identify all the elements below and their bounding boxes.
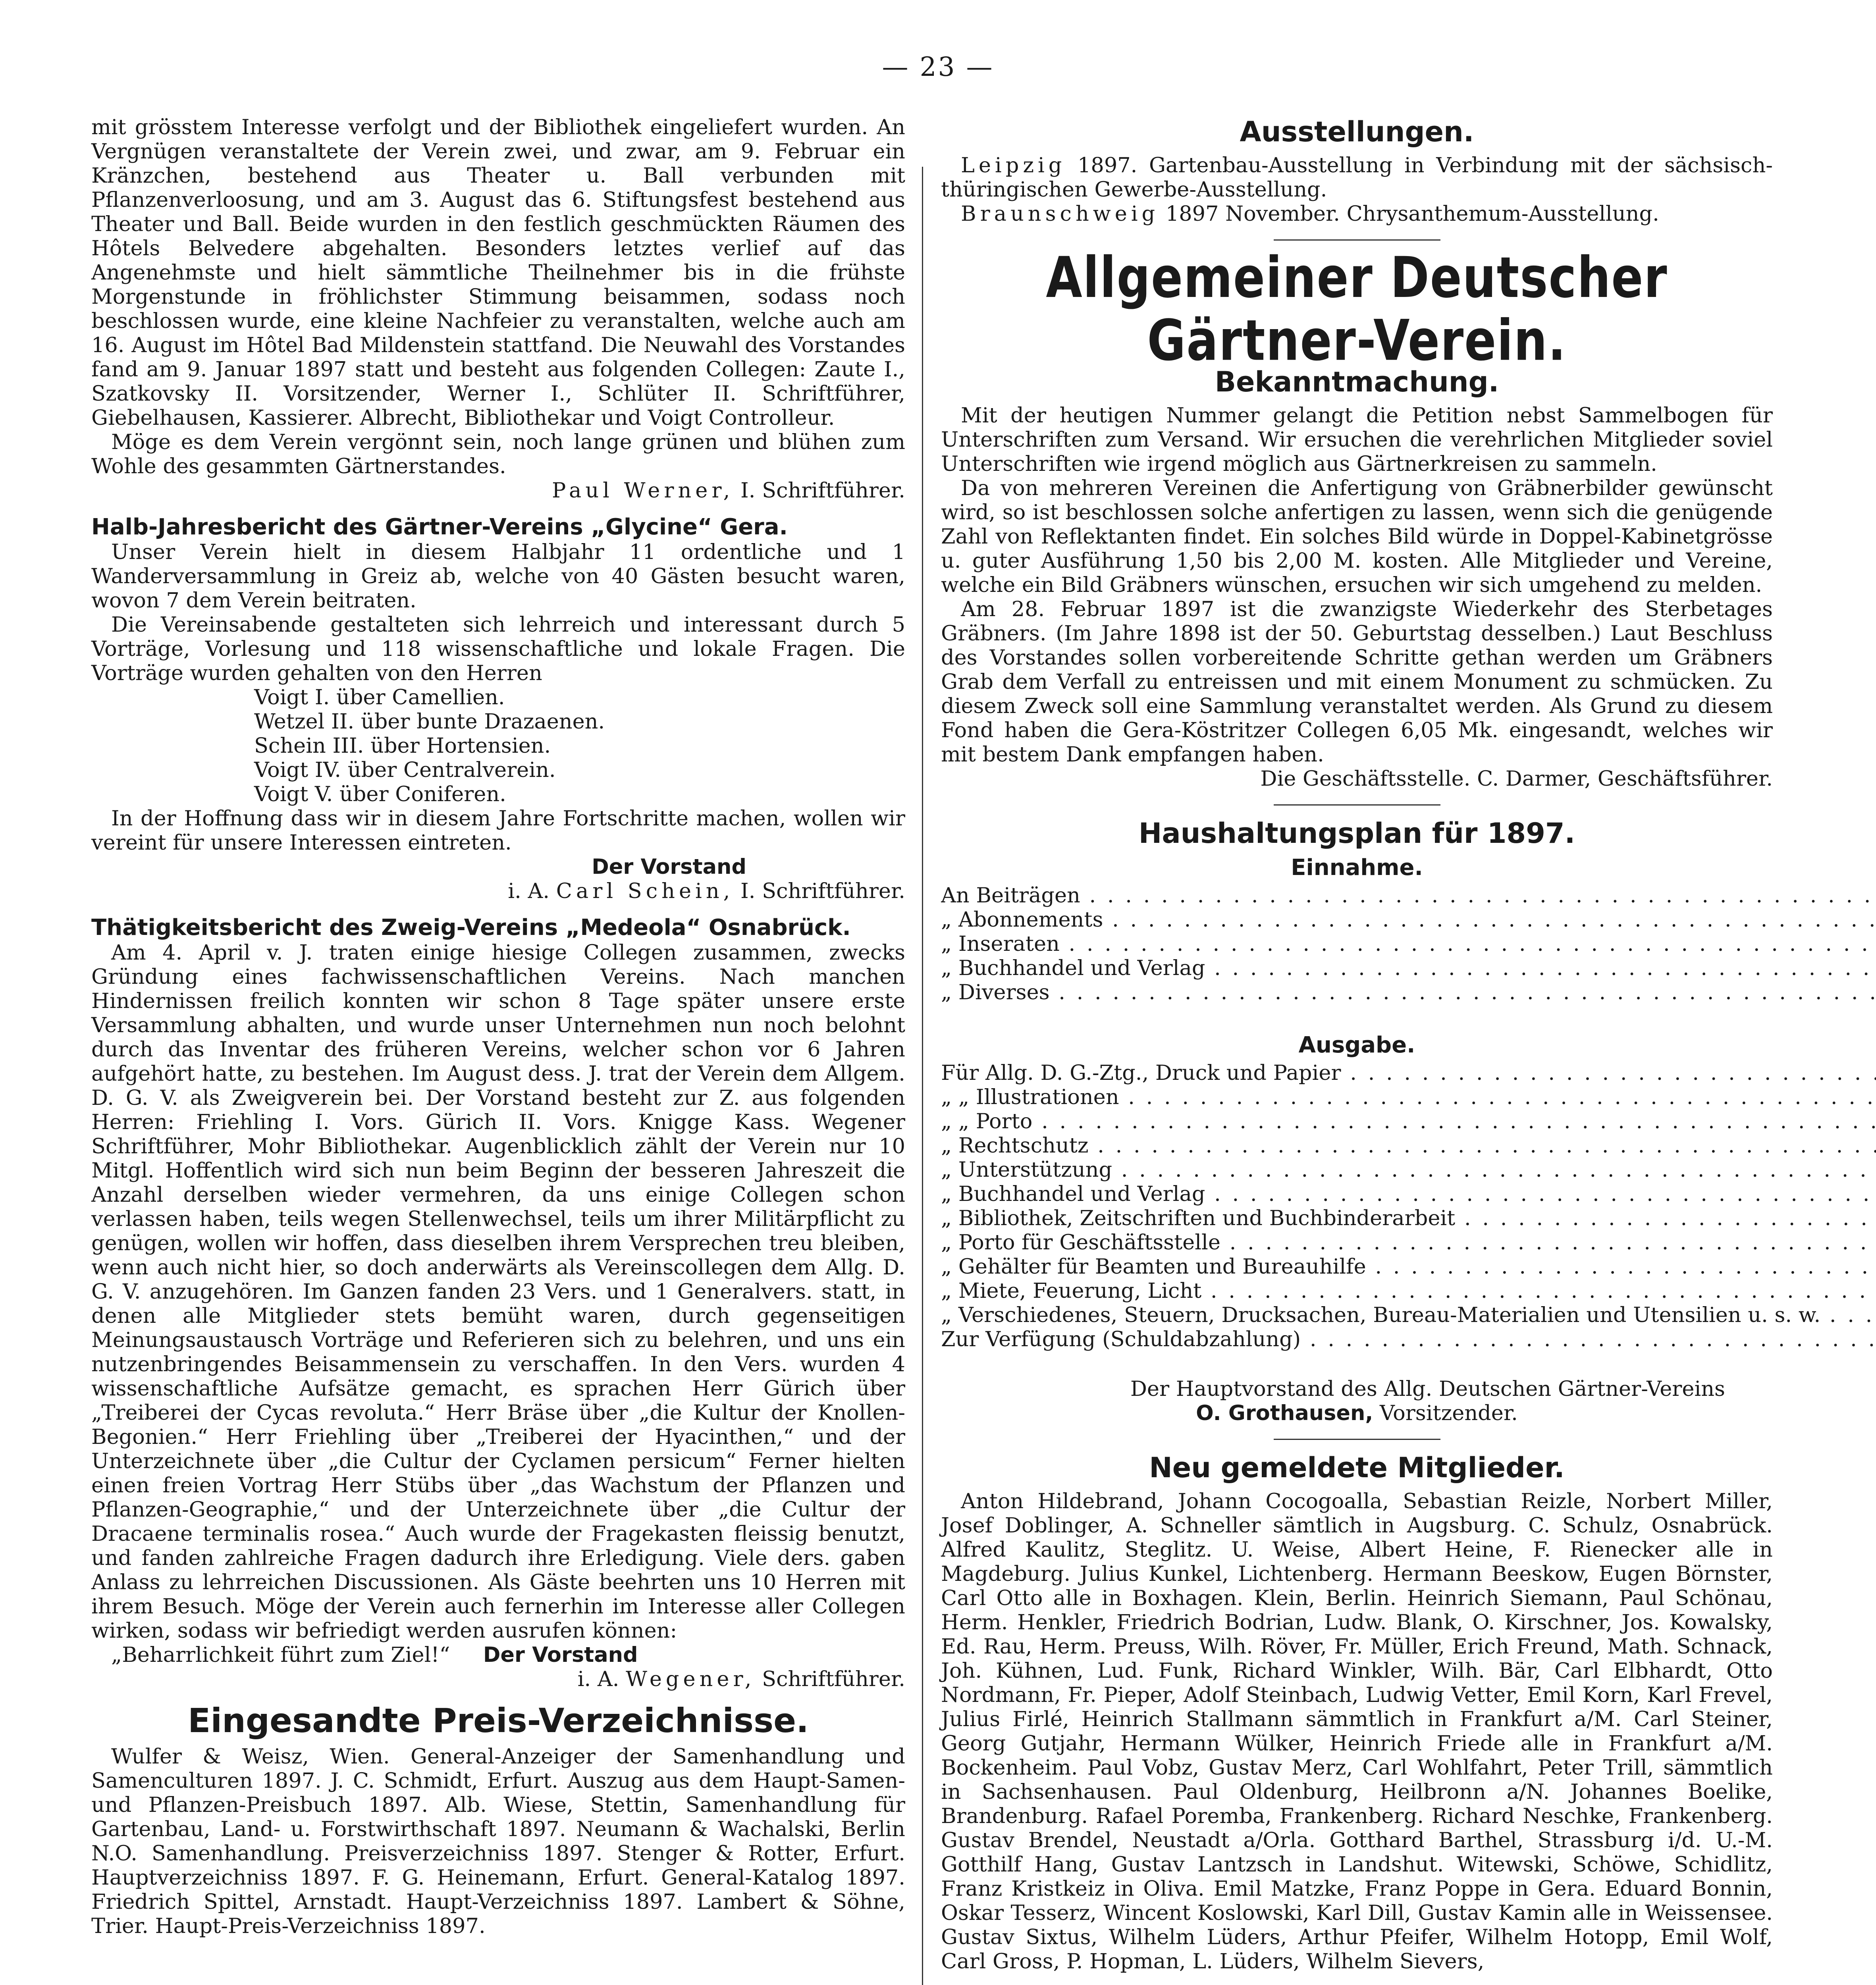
expense-label: „ Porto für Geschäftsstelle . . . xyxy=(941,1230,1876,1255)
expense-row xyxy=(941,1109,1876,1133)
expense-row xyxy=(941,1303,1876,1327)
income-label: „ Inseraten . . . xyxy=(941,932,1876,956)
glycine-signature xyxy=(91,879,905,903)
expense-label: „ „ Illustrationen . . . xyxy=(941,1085,1876,1109)
expense-row xyxy=(941,1182,1876,1206)
preis-paragraph: Wulfer & Weisz, Wien. General-Anzeiger der Samenhandlung und Samenculturen 1897. J. C. Schmidt, Erfurt. Auszug aus dem Haupt-Samen- und Pflanzen-Preisbuch 1897. Alb. Wiese, Stettin, Samenhandlung für Gartenbau, Land- u. Forstwirthschaft 1897. Neumann & Wachalski, Berlin N.O. Samenhandlung. Preisverzeichniss 1897. Stenger & Rotter, Erfurt. Hauptverzeichniss 1897. F. G. Heinemann, Erfurt. General-Katalog 1897. Friedrich Spittel, Arnstadt. Haupt-Verzeichniss 1897. Lambert & Söhne, Trier. Haupt-Preis-Verzeichniss 1897. xyxy=(91,1744,905,1938)
bekanntmachung-heading: Bekanntmachung. xyxy=(1215,366,1499,398)
income-total-row xyxy=(941,1005,1876,1030)
ausstellung-text-2: 1897 November. Chrysanthemum-Ausstellung. xyxy=(1159,202,1659,226)
medeola-motto-line xyxy=(91,1643,905,1667)
ausstellung-entry-1 xyxy=(941,153,1773,202)
glycine-paragraph-2: Die Vereinsabende gestalteten sich lehrreich und interessant durch 5 Vorträge, Vorlesung und 118 wissenschaftliche und lokale Fragen. Die Vorträge wurden gehalten von den Herren xyxy=(91,613,905,685)
members-paragraph: Anton Hildebrand, Johann Cocogoalla, Sebastian Reizle, Norbert Miller, Josef Doblinger, A. Schneller sämtlich in Augsburg. C. Schulz, Osnabrück. Alfred Kaulitz, Steglitz. U. Weise, Albert Heine, F. Rienecker alle in Magdeburg. Julius Kunkel, Lichtenberg. Hermann Beeskow, Eugen Börnster, Carl Otto alle in Boxhagen. Klein, Berlin. Heinrich Siemann, Paul Schönau, Herm. Henkler, Friedrich Bodrian, Ludw. Blank, O. Kirschner, Jos. Kowalsky, Ed. Rau, Herm. Preuss, Wilh. Röver, Fr. Müller, Erich Freund, Math. Schnack, Joh. Kühnen, Lud. Funk, Richard Winkler, Wilh. Bär, Carl Elbhardt, Otto Nordmann, Fr. Pieper, Adolf Steinbach, Ludwig Vetter, Emil Korn, Karl Frevel, Julius Firlé, Heinrich Stallmann sämmtlich in Frankfurt a/M. Carl Steiner, Georg Gutjahr, Hermann Wülker, Heinrich Friede alle in Frankfurt a/M. Bockenheim. Paul Vobz, Gustav Merz, Carl Wohlfahrt, Peter Trill, sämmtlich in Sachsenhausen. Paul Oldenburg, Heilbronn a/N. Johannes Boelike, Brandenburg. Rafael Poremba, Frankenberg. Richard Neschke, Frankenberg. Gustav Brendel, Neustadt a/Orla. Gotthard Barthel, Strassburg i/d. U.-M. Gotthilf Hang, Gustav Lantzsch in Landshut. Witewski, Schöwe, Schidlitz, Franz Kristkeiz in Oliva. Emil Matzke, Franz Poppe in Gera. Eduard Bonnin, Oskar Tesserz, Wincent Koslowski, Karl Dill, Gustav Kamin alle in Weissensee. Gustav Sixtus, Wilhelm Lüders, Arthur Pfeifer, Wilhelm Hotopp, Emil Wolf, Carl Gross, P. Hopman, L. Lüders, Wilhelm Sievers, xyxy=(941,1489,1773,1973)
glycine-talk-list xyxy=(91,685,905,806)
medeola-heading: Thätigkeitsbericht des Zweig-Vereins „Medeola“ Osnabrück. xyxy=(91,915,851,940)
ausstellung-entry-2 xyxy=(941,202,1773,226)
expense-label: „ Gehälter für Beamten und Bureauhilfe . . . xyxy=(941,1255,1876,1279)
expense-label: „ Buchhandel und Verlag . . . xyxy=(941,1182,1876,1206)
budget-signature-role: Vorsitzender. xyxy=(1373,1401,1518,1425)
section-divider xyxy=(1274,1439,1440,1440)
intro-paragraph-1: mit grösstem Interesse verfolgt und der Bibliothek eingeliefert wurden. An Vergnügen veranstaltete der Verein zwei, und zwar, am 9. Februar ein Kränzchen, bestehend aus Theater u. Ball verbunden mit Pflanzenverloosung, und am 3. August das 6. Stiftungsfest bestehend aus Theater und Ball. Beide wurden in den festlich geschmückten Räumen des Hôtels Belvedere abgehalten. Besonders letztes verlief auf das Angenehmste und hielt sämmtliche Theilnehmer bis in die frühste Morgenstunde in fröhlichster Stimmung beisammen, sodass noch beschlossen wurde, eine kleine Nachfeier zu veranstalten, welche auch am 16. August im Hôtel Bad Mildenstein stattfand. Die Neuwahl des Vorstandes fand am 9. Januar 1897 statt und besteht aus folgenden Collegen: Zaute I., Szatkovsky II. Vorsitzender, Werner I., Schlüter II. Schriftführer, Giebelhausen, Kassierer. Albrecht, Bibliothekar und Voigt Controlleur. xyxy=(91,115,905,430)
intro-signature-role: I. Schriftführer. xyxy=(734,478,905,503)
budget-signature xyxy=(941,1401,1773,1425)
page-number: — 23 — xyxy=(882,52,994,82)
adgv-heading: Allgemeiner Deutscher Gärtner-Verein. xyxy=(1046,245,1668,373)
adgv-paragraph-3: Am 28. Februar 1897 ist die zwanzigste Wiederkehr des Sterbetages Gräbners. (Im Jahre 1898 ist der 50. Geburtstag desselben.) Laut Beschluss des Vorstandes sollen vorbereitende Schritte gethan werden um Gräbners Grab dem Verfall zu entreissen und mit einem Monument zu schmücken. Zu diesem Zweck soll eine Sammlung veranstaltet werden. Als Grund zu diesem Fond haben die Gera-Köstritzer Collegen 6,05 Mk. eingesandt, welches wir mit bestem Dank empfangen haben. xyxy=(941,597,1773,767)
glycine-talk: Wetzel II. über bunte Drazaenen. xyxy=(254,709,605,734)
expense-label: „ Unterstützung . . . xyxy=(941,1158,1876,1182)
intro-signature-name: Paul Werner, xyxy=(552,478,734,503)
glycine-signature-role: I. Schriftführer. xyxy=(734,879,905,903)
expense-label: Für Allg. D. G.-Ztg., Druck und Papier . . . xyxy=(941,1061,1876,1085)
intro-signature xyxy=(91,478,905,503)
glycine-talk: Voigt V. über Coniferen. xyxy=(254,782,506,806)
glycine-talk: Schein III. über Hortensien. xyxy=(254,734,551,758)
ausstellung-text-1: 1897. Gartenbau-Ausstellung in Verbindung mit der sächsisch-thüringischen Gewerbe-Ausstellung. xyxy=(941,153,1773,202)
medeola-signature xyxy=(91,1667,905,1691)
income-row xyxy=(941,980,1876,1005)
income-row xyxy=(941,883,1876,908)
expense-row xyxy=(941,1206,1876,1230)
glycine-signature-title-text: Der Vorstand xyxy=(592,855,746,879)
glycine-heading: Halb-Jahresbericht des Gärtner-Vereins „Glycine“ Gera. xyxy=(91,514,788,540)
glycine-talk: Voigt IV. über Centralverein. xyxy=(254,758,556,782)
medeola-signature-prefix: i. A. xyxy=(577,1667,626,1691)
expense-total-row xyxy=(941,1352,1876,1377)
expense-heading: Ausgabe. xyxy=(1298,1032,1415,1058)
right-column xyxy=(941,115,1821,1973)
adgv-paragraph-2: Da von mehreren Vereinen die Anfertigung von Gräbnerbilder gewünscht wird, so ist beschlossen solche anfertigen zu lassen, wenn sich die genügende Zahl von Reflektanten findet. Ein solches Bild würde in Doppel-Kabinetgrösse u. guter Ausführung 1,50 bis 2,00 M. kosten. Alle Mitglieder und Vereine, welche ein Bild Gräbners wünschen, ersuchen wir sich umgehend zu melden. xyxy=(941,476,1773,597)
expense-label: „ Verschiedenes, Steuern, Drucksachen, Bureau-Materialien und Utensilien u. s. w. . . . xyxy=(941,1303,1876,1327)
income-label: „ Diverses . . . xyxy=(941,980,1876,1005)
adgv-paragraph-1: Mit der heutigen Nummer gelangt die Petition nebst Sammelbogen für Unterschriften zum Versand. Wir ersuchen die verehrlichen Mitglieder soviel Unterschriften wie irgend möglich aus Gärtnerkreisen zu sammeln. xyxy=(941,403,1773,476)
expense-label: „ Miete, Feuerung, Licht . . . xyxy=(941,1279,1876,1303)
section-divider xyxy=(1274,804,1440,806)
income-heading: Einnahme. xyxy=(1291,855,1423,881)
expense-label: „ Bibliothek, Zeitschriften und Buchbinderarbeit . . . xyxy=(941,1206,1876,1230)
expense-row xyxy=(941,1133,1876,1158)
ausstellungen-heading: Ausstellungen. xyxy=(1240,116,1474,148)
expense-row xyxy=(941,1158,1876,1182)
medeola-paragraph: Am 4. April v. J. traten einige hiesige Collegen zusammen, zwecks Gründung eines fachwissenschaftlichen Vereins. Nach manchen Hindernissen freilich konnten wir schon 8 Tage später unsere erste Versammlung abhalten, und wurde unser Unternehmen nun noch belohnt durch das Inventar des früheren Vereins, welcher schon vor 6 Jahren aufgehört hatte, zu bestehen. Im August dess. J. trat der Verein dem Allgem. D. G. V. als Zweigverein bei. Der Vorstand besteht zur Z. aus folgenden Herren: Friehling I. Vors. Gürich II. Vors. Knigge Kass. Wegener Schriftführer, Mohr Bibliothekar. Augenblicklich zählt der Verein nur 10 Mitgl. Hoffentlich wird sich nun beim Beginn der besseren Jahreszeit die Anzahl derselben wieder vermehren, da uns einige Collegen schon verlassen haben, teils wegen Stellenwechsel, teils um ihrer Militärpflicht zu genügen, wollen wir hoffen, dass dieselben ihrem Versprechen treu bleiben, wenn auch nicht hier, so doch anderwärts als Vereinscollegen dem Allg. D. G. V. anzugehören. Im Ganzen fanden 23 Vers. und 1 Generalvers. statt, in denen alle Mitglieder stets bemüht waren, durch gegenseitigen Meinungsaustausch Vorträge und Referieren sich zu belehren, und uns ein nutzenbringendes Beisammensein zu verschaffen. In den Vers. wurden 4 wissenschaftliche Aufsätze gemacht, es sprachen Herr Gürich über „Treiberei der Cycas revoluta.“ Herr Bräse über „die Kultur der Knollen-Begonien.“ Herr Friehling über „Treiberei der Hyacinthen,“ und der Unterzeichnete über „die Cultur der Cyclamen persicum“ Ferner hielten einen freien Vortrag Herr Stübs über „das Wachstum der Pflanzen und Pflanzen-Geographie,“ und der Unterzeichnete über „die Cultur der Dracaene terminalis rosea.“ Auch wurde der Fragekasten fleissig benutzt, und fanden zahlreiche Fragen dadurch ihre Erledigung. Viele ders. gaben Anlass zu lehrreichen Discussionen. Als Gäste beehrten uns 10 Herren mit ihrem Besuch. Möge der Verein auch fernerhin im Interesse aller Collegen wirken, sodass wir befriedigt werden ausrufen können: xyxy=(91,940,905,1643)
income-row xyxy=(941,932,1876,956)
medeola-signature-title: Der Vorstand xyxy=(483,1643,638,1667)
glycine-paragraph-1: Unser Verein hielt in diesem Halbjahr 11 ordentliche und 1 Wanderversammlung in Greiz ab, welche von 40 Gästen besucht waren, wovon 7 dem Verein beitraten. xyxy=(91,540,905,613)
glycine-signature-name: Carl Schein, xyxy=(556,879,734,903)
budget-signature-name: O. Grothausen, xyxy=(1196,1401,1373,1425)
medeola-signature-name: Wegener, xyxy=(626,1667,756,1691)
income-label: „ Buchhandel und Verlag . . . xyxy=(941,956,1876,980)
glycine-paragraph-3: In der Hoffnung dass wir in diesem Jahre Fortschritte machen, wollen wir vereint für unsere Interessen eintreten. xyxy=(91,806,905,855)
income-row xyxy=(941,956,1876,980)
budget-signature-line: Der Hauptvorstand des Allg. Deutschen Gärtner-Vereins xyxy=(1130,1377,1725,1401)
expense-label: Zur Verfügung (Schuldabzahlung) . . . xyxy=(941,1327,1876,1352)
income-table xyxy=(941,883,1876,1030)
expense-table xyxy=(941,1061,1876,1377)
budget-heading: Haushaltungsplan für 1897. xyxy=(1138,817,1575,850)
ausstellung-place-2: Braunschweig xyxy=(961,202,1159,226)
members-heading: Neu gemeldete Mitglieder. xyxy=(1149,1451,1565,1484)
expense-row xyxy=(941,1279,1876,1303)
ausstellung-place-1: Leipzig xyxy=(961,153,1066,177)
expense-label: „ „ Porto . . . xyxy=(941,1109,1876,1133)
intro-paragraph-2: Möge es dem Verein vergönnt sein, noch lange grünen und blühen zum Wohle des gesammten Gärtnerstandes. xyxy=(91,430,905,478)
medeola-signature-role: Schriftführer. xyxy=(755,1667,905,1691)
column-divider xyxy=(922,167,923,1985)
glycine-signature-prefix: i. A. xyxy=(508,879,556,903)
adgv-signature: Die Geschäftsstelle. C. Darmer, Geschäftsführer. xyxy=(1260,767,1773,791)
preis-heading: Eingesandte Preis-Verzeichnisse. xyxy=(187,1701,809,1740)
medeola-motto: „Beharrlichkeit führt zum Ziel!“ xyxy=(111,1643,450,1667)
expense-row xyxy=(941,1230,1876,1255)
expense-label: „ Rechtschutz . . . xyxy=(941,1133,1876,1158)
expense-row xyxy=(941,1255,1876,1279)
expense-row xyxy=(941,1061,1876,1085)
left-column xyxy=(91,115,905,1938)
glycine-talk: Voigt I. über Camellien. xyxy=(254,685,505,709)
expense-row xyxy=(941,1327,1876,1352)
expense-row xyxy=(941,1085,1876,1109)
income-label: „ Abonnements . . . xyxy=(941,908,1876,932)
section-divider xyxy=(1274,239,1440,241)
glycine-signature-title xyxy=(91,855,905,879)
income-label: An Beiträgen . . . xyxy=(941,883,1876,908)
income-row xyxy=(941,908,1876,932)
